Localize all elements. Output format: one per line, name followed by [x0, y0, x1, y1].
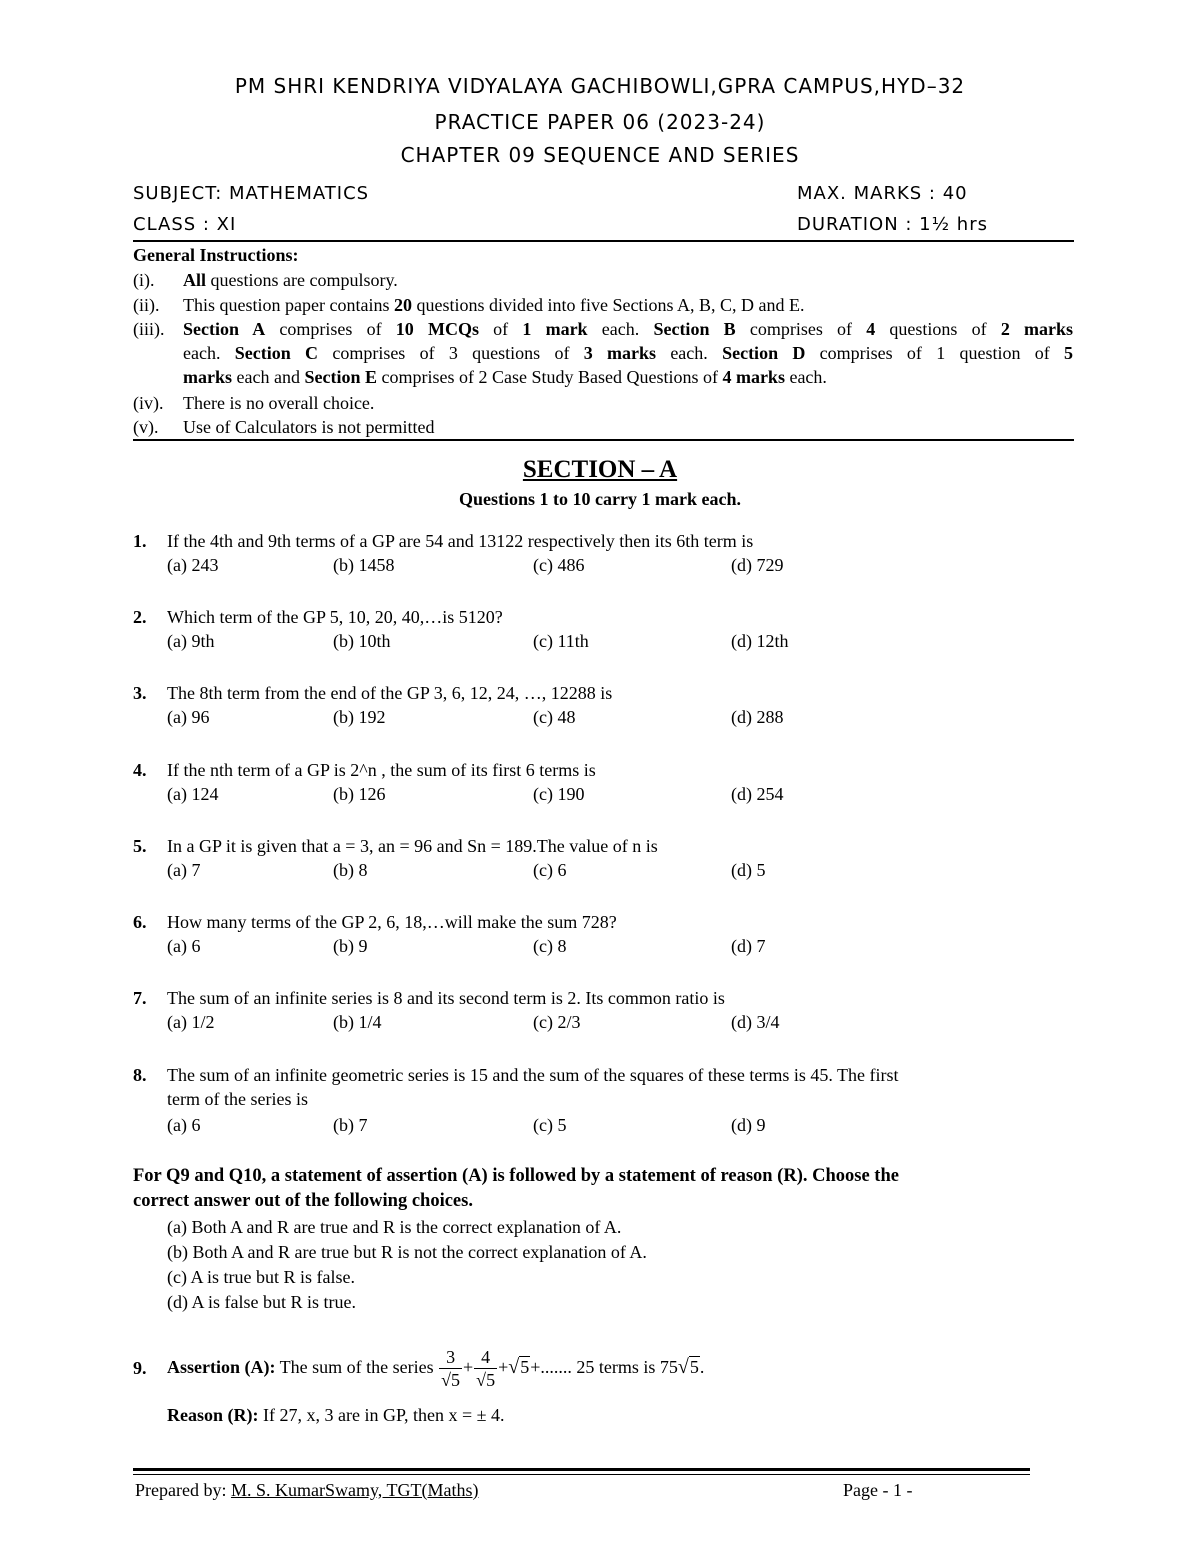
fraction-denominator [439, 1368, 462, 1391]
instruction-text: of [478, 319, 523, 339]
assertion-intro-line-2: correct answer out of the following choices. [133, 1191, 473, 1211]
page-number: Page - 1 - [843, 1480, 913, 1500]
instruction-text: comprises of [735, 319, 867, 339]
instruction-text: This question paper contains [183, 295, 394, 315]
question-number: 5. [133, 836, 147, 856]
instruction-text: comprises of 1 question of [805, 343, 1065, 363]
answer-option: (b) 192 [333, 707, 386, 727]
question-text: If the 4th and 9th terms of a GP are 54 and 13122 respectively then its 6th term is [167, 531, 754, 551]
answer-option: (c) 6 [533, 860, 567, 880]
answer-option: (a) 124 [167, 784, 219, 804]
class-label: CLASS : XI [133, 214, 237, 235]
question-text: The sum of an infinite series is 8 and its second term is 2. Its common ratio is [167, 988, 725, 1008]
sqrt-symbol: √ [441, 1370, 452, 1391]
question-number: 8. [133, 1065, 147, 1085]
section-title-text: SECTION – A [522, 456, 678, 483]
sentence-end: . [699, 1357, 705, 1377]
instruction-emphasis: 1 mark [522, 319, 588, 339]
answer-option: (c) 8 [533, 936, 567, 956]
plus-sign: + [530, 1357, 541, 1377]
sqrt-argument: 5 [486, 1370, 496, 1391]
sqrt-argument: 5 [451, 1370, 461, 1391]
instruction-emphasis: Section C [234, 343, 319, 363]
instruction-emphasis: Section D [722, 343, 806, 363]
instruction-text: each. [656, 343, 723, 363]
instruction-text: comprises of 2 Case Study Based Questions of [376, 367, 723, 387]
question-number: 7. [133, 988, 147, 1008]
assertion-label: Assertion (A): [167, 1357, 276, 1377]
fraction-denominator [474, 1368, 497, 1391]
question-text: The 8th term from the end of the GP 3, 6, 12, 24, …, 12288 is [167, 683, 613, 703]
answer-option: (a) 1/2 [167, 1012, 215, 1032]
question-text: How many terms of the GP 2, 6, 18,…will make the sum 728? [167, 912, 617, 932]
answer-option: (d) 729 [731, 555, 784, 575]
author-name: M. S. KumarSwamy, TGT(Maths) [230, 1480, 479, 1500]
instruction-emphasis: Section E [304, 367, 377, 387]
instruction-emphasis: Section B [653, 319, 736, 339]
answer-option: (a) 9th [167, 631, 215, 651]
instructions-title: General Instructions: [133, 245, 299, 265]
question-number: 3. [133, 683, 147, 703]
instruction-number: (v). [133, 417, 159, 437]
prepared-by-label: Prepared by: [135, 1480, 231, 1500]
answer-option: (c) 48 [533, 707, 576, 727]
instruction-emphasis: 5 [1064, 343, 1074, 363]
footer-divider-thick [133, 1468, 1030, 1471]
question-text-continued: term of the series is [167, 1089, 308, 1109]
answer-option: (b) 7 [333, 1115, 368, 1135]
instruction-text: each and [232, 367, 305, 387]
answer-option: (a) 6 [167, 1115, 201, 1135]
assertion-choice-c: (c) A is true but R is false. [167, 1267, 355, 1287]
question-text: Which term of the GP 5, 10, 20, 40,…is 5120? [167, 607, 503, 627]
answer-option: (d) 5 [731, 860, 766, 880]
sqrt-argument: 5 [520, 1357, 530, 1377]
question-number: 1. [133, 531, 147, 551]
sqrt-symbol: √ [677, 1356, 689, 1378]
instruction-number: (i). [133, 270, 155, 290]
subject-label: SUBJECT: MATHEMATICS [133, 183, 370, 204]
answer-option: (c) 5 [533, 1115, 567, 1135]
q9-assertion [167, 1343, 704, 1391]
fraction-4-over-root5 [474, 1346, 497, 1391]
answer-option: (a) 7 [167, 860, 201, 880]
answer-option: (b) 10th [333, 631, 391, 651]
chapter-title: CHAPTER 09 SEQUENCE AND SERIES [400, 143, 800, 167]
max-marks-label: MAX. MARKS : 40 [797, 183, 968, 204]
answer-option: (b) 9 [333, 936, 368, 956]
instruction-emphasis: 20 [393, 295, 412, 315]
footer-divider-thin [133, 1474, 1030, 1475]
answer-option: (d) 3/4 [731, 1012, 780, 1032]
answer-option: (a) 243 [167, 555, 219, 575]
instruction-text: questions divided into five Sections A, B, C, D and E. [411, 295, 805, 315]
instruction-emphasis: 3 marks [583, 343, 657, 363]
instruction-text: There is no overall choice. [183, 393, 375, 413]
instruction-text: questions of [875, 319, 1001, 339]
instruction-emphasis: All [183, 270, 207, 290]
answer-option: (a) 96 [167, 707, 210, 727]
school-name: PM SHRI KENDRIYA VIDYALAYA GACHIBOWLI,GPRA CAMPUS,HYD–32 [234, 74, 966, 98]
question-number: 2. [133, 607, 147, 627]
paper-title: PRACTICE PAPER 06 (2023-24) [434, 110, 766, 134]
question-text: If the nth term of a GP is 2^n , the sum of its first 6 terms is [167, 760, 596, 780]
answer-option: (d) 254 [731, 784, 784, 804]
section-subtitle: Questions 1 to 10 carry 1 mark each. [459, 489, 741, 509]
answer-option: (d) 12th [731, 631, 789, 651]
instructions-divider [133, 439, 1074, 441]
instruction-emphasis: 10 MCQs [395, 319, 479, 339]
answer-option: (c) 2/3 [533, 1012, 581, 1032]
assertion-choice-d: (d) A is false but R is true. [167, 1292, 356, 1312]
plus-sign: + [498, 1357, 509, 1377]
answer-option: (c) 190 [533, 784, 585, 804]
instruction-text: comprises of 3 questions of [318, 343, 584, 363]
section-title [0, 456, 1200, 484]
footer-credit [135, 1480, 478, 1501]
instruction-text: comprises of [265, 319, 396, 339]
reason-label: Reason (R): [167, 1405, 259, 1425]
instruction-text: Use of Calculators is not permitted [183, 417, 435, 437]
answer-option: (b) 1/4 [333, 1012, 382, 1032]
sqrt-symbol: √ [508, 1356, 520, 1378]
q9-reason [167, 1405, 505, 1426]
sqrt-term [678, 1343, 700, 1391]
reason-text: If 27, x, 3 are in GP, then x = ± 4. [258, 1405, 505, 1425]
question-text: The sum of an infinite geometric series is 15 and the sum of the squares of these terms is 45. The first [167, 1065, 899, 1085]
instruction-iii-line-1 [183, 319, 1073, 340]
instruction-emphasis: 2 marks [1000, 319, 1074, 339]
fraction-numerator: 4 [481, 1347, 491, 1368]
duration-label: DURATION : 1½ hrs [797, 214, 988, 235]
answer-option: (c) 486 [533, 555, 585, 575]
answer-option: (d) 7 [731, 936, 766, 956]
answer-option: (b) 126 [333, 784, 386, 804]
instruction-text: questions are compulsory. [206, 270, 398, 290]
assertion-text: The sum of the series [275, 1357, 439, 1377]
answer-option: (b) 1458 [333, 555, 395, 575]
sqrt-argument: 5 [689, 1357, 699, 1377]
assertion-choice-a: (a) Both A and R are true and R is the correct explanation of A. [167, 1217, 622, 1237]
series-continuation: ....... 25 terms is 75 [540, 1357, 678, 1377]
question-number: 4. [133, 760, 147, 780]
assertion-intro-line-1: For Q9 and Q10, a statement of assertion (A) is followed by a statement of reason (R). Choose the [133, 1166, 899, 1186]
sqrt-symbol: √ [476, 1370, 487, 1391]
answer-option: (b) 8 [333, 860, 368, 880]
answer-option: (d) 9 [731, 1115, 766, 1135]
assertion-choice-b: (b) Both A and R are true but R is not the correct explanation of A. [167, 1242, 647, 1262]
question-number: 9. [133, 1358, 147, 1378]
instruction-number: (ii). [133, 295, 160, 315]
instruction-emphasis: 4 [866, 319, 876, 339]
header-divider [133, 240, 1074, 242]
fraction-3-over-root5 [439, 1346, 462, 1391]
instruction-iii-line-3 [183, 367, 827, 388]
instruction-emphasis: Section A [183, 319, 266, 339]
instruction-number: (iv). [133, 393, 164, 413]
sqrt-term [508, 1343, 530, 1391]
instruction-emphasis: 4 marks [722, 367, 785, 387]
answer-option: (a) 6 [167, 936, 201, 956]
instruction-text: each. [587, 319, 654, 339]
instruction-iii-line-2 [183, 343, 1073, 364]
answer-option: (d) 288 [731, 707, 784, 727]
plus-sign: + [463, 1357, 474, 1377]
fraction-numerator: 3 [446, 1347, 456, 1368]
instruction-emphasis: marks [183, 367, 232, 387]
instruction-number: (iii). [133, 319, 165, 339]
instruction-text: each. [183, 343, 235, 363]
question-text: In a GP it is given that a = 3, an = 96 and Sn = 189.The value of n is [167, 836, 658, 856]
instruction-text: each. [784, 367, 827, 387]
question-number: 6. [133, 912, 147, 932]
answer-option: (c) 11th [533, 631, 589, 651]
